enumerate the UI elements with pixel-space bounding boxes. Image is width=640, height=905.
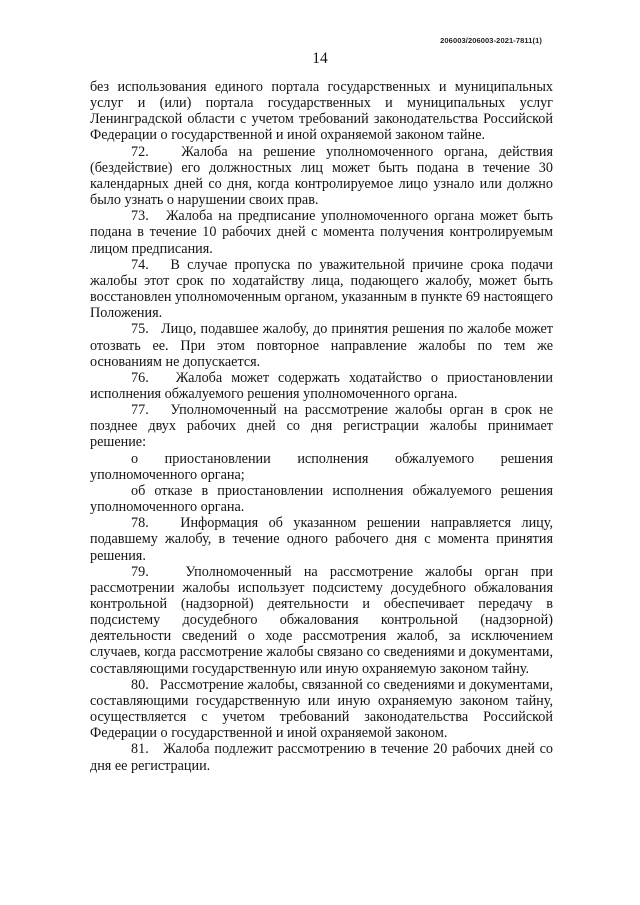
paragraph-75: 75. Лицо, подавшее жалобу, до принятия решения по жалобе может отозвать ее. При этом повторное направление жалобы по тем же основаниям не допускается. <box>90 321 553 370</box>
paragraph-80: 80. Рассмотрение жалобы, связанной со сведениями и документами, составляющими государственную или иную охраняемую законом тайну, осуществляется с учетом требований законодательства Российской Федерации о государственной и иной охраняемой законом. <box>90 676 553 742</box>
document-id: 206003/206003-2021-7811(1) <box>440 36 542 45</box>
paragraph-76: 76. Жалоба может содержать ходатайство о приостановлении исполнения обжалуемого решения уполномоченного органа. <box>90 369 553 402</box>
paragraph-79: 79. Уполномоченный на рассмотрение жалобы орган при рассмотрении жалобы использует подсистему досудебного обжалования контрольной (надзорной) деятельности и обеспечивает передачу в подсистему досудебного обжалования контрольной (надзорной) деятельности сведений о ходе рассмотрения жалоб, за исключением случаев, когда рассмотрение жалобы связано со сведениями и документами, составляющими государственную или иную охраняемую законом тайну. <box>90 563 553 677</box>
paragraph-74: 74. В случае пропуска по уважительной причине срока подачи жалобы этот срок по ходатайству лица, подающего жалобу, может быть восстановлен уполномоченным органом, указанным в пункте 69 настоящего Положения. <box>90 256 553 322</box>
paragraph-77: 77. Уполномоченный на рассмотрение жалобы орган в срок не позднее двух рабочих дней со дня регистрации жалобы принимает решение: <box>90 402 553 451</box>
paragraph-77-option-2: об отказе в приостановлении исполнения обжалуемого решения уполномоченного органа. <box>90 482 553 516</box>
paragraph-78: 78. Информация об указанном решении направляется лицу, подавшему жалобу, в течение одного рабочего дня с момента принятия решения. <box>90 515 553 564</box>
paragraph-81: 81. Жалоба подлежит рассмотрению в течение 20 рабочих дней со дня ее регистрации. <box>90 741 553 774</box>
paragraph-77-option-1: о приостановлении исполнения обжалуемого решения уполномоченного органа; <box>90 450 553 483</box>
paragraph-73: 73. Жалоба на предписание уполномоченного органа может быть подана в течение 10 рабочих дней с момента получения контролируемым лицом предписания. <box>90 208 553 257</box>
page-number: 14 <box>312 50 328 67</box>
paragraph-72: 72. Жалоба на решение уполномоченного органа, действия (бездействие) его должностных лиц может быть подана в течение 30 календарных дней со дня, когда контролируемое лицо узнало или должно было узнать о нарушении своих прав. <box>90 143 553 209</box>
paragraph-continuation: без использования единого портала государственных и муниципальных услуг и (или) портала государственных и муниципальных услуг Ленинградской области с учетом требований законодательства Российской Федерации о государственной и иной охраняемой законом тайне. <box>90 79 553 144</box>
document-body <box>90 79 553 774</box>
